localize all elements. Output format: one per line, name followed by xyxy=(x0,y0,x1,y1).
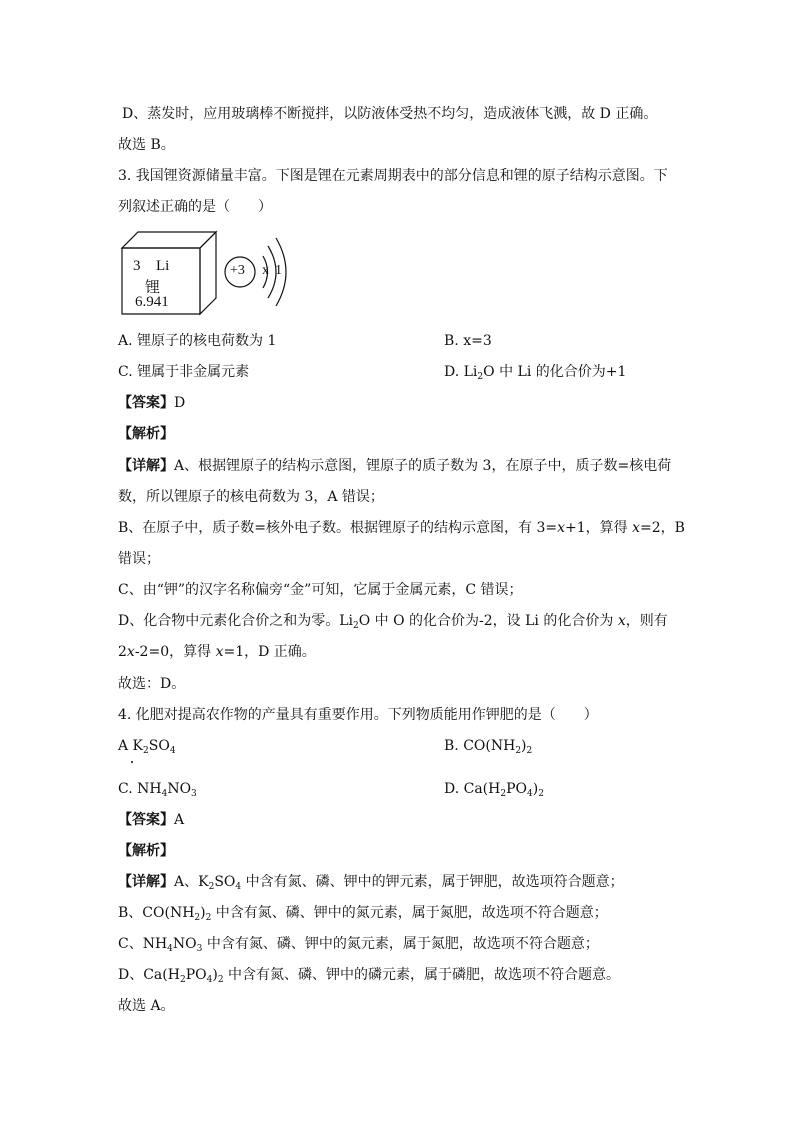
option-a: A. 锂原子的核电荷数为 1 xyxy=(118,333,277,349)
question-3-stem: 3. 我国锂资源储量丰富。下图是锂在元素周期表中的部分信息和锂的原子结构示意图。下 xyxy=(118,168,668,184)
element-atomic-mass: 6.941 xyxy=(135,294,169,310)
element-name: 锂 xyxy=(145,280,161,296)
analysis-label: 【解析】 xyxy=(118,843,174,859)
shell-electrons-1: 1 xyxy=(275,263,282,278)
option-b: B. $CO(NH_2)_2$ xyxy=(444,738,533,756)
option-b: B. x=3 xyxy=(444,333,492,349)
detail-line: 【详解】A、根据锂原子的结构示意图，锂原子的质子数为 3，在原子中，质子数=核电荷 xyxy=(118,458,672,474)
element-symbol: Li xyxy=(156,258,170,274)
detail-line: 错误； xyxy=(118,551,160,567)
answer-line: 【答案】D xyxy=(118,395,186,411)
detail-line: D、$Ca(H_2PO_4)_2$ 中含有氮、磷、钾中的磷元素，属于磷肥，故选项不符合题意。 xyxy=(118,967,620,985)
option-c: C. 锂属于非金属元素 xyxy=(118,364,250,380)
question-3-stem-cont: 列叙述正确的是（ ） xyxy=(118,199,272,215)
detail-line: 数，所以锂原子的核电荷数为 3，A 错误； xyxy=(118,489,384,505)
final-choice: 故选 A。 xyxy=(118,998,175,1014)
detail-line: B、在原子中，质子数=核外电子数。根据锂原子的结构示意图，有 3=x+1，算得 x=2，B xyxy=(118,520,685,536)
option-d: D. $Li_2O$ 中 Li 的化合价为+1 xyxy=(444,364,627,382)
detail-line: D、化合物中元素化合价之和为零。$Li_2O$ 中 O 的化合价为-2，设 Li 的化合价为 x，则有 xyxy=(118,613,668,631)
option-c: C. $NH_4NO_3$ xyxy=(118,781,197,799)
option-a: A $K_2SO_4$ xyxy=(118,738,176,756)
stray-mark xyxy=(131,761,133,763)
detail-line: 【详解】A、$K_2SO_4$ 中含有氮、磷、钾中的钾元素，属于钾肥，故选项符合题意； xyxy=(118,874,624,892)
detail-line: C、由“钾”的汉字名称偏旁“金”可知，它属于金属元素，C 错误； xyxy=(118,582,523,598)
lithium-figure xyxy=(118,228,298,320)
text-line: 故选 B。 xyxy=(118,137,175,153)
nucleus-charge: +3 xyxy=(230,263,245,278)
text-line: D、蒸发时，应用玻璃棒不断搅拌，以防液体受热不均匀，造成液体飞溅，故 D 正确。 xyxy=(122,106,658,122)
detail-line: 2x-2=0，算得 x=1，D 正确。 xyxy=(118,644,316,660)
option-d: D. $Ca(H_2PO_4)_2$ xyxy=(444,781,544,799)
analysis-label: 【解析】 xyxy=(118,426,174,442)
element-atomic-number: 3 xyxy=(133,258,141,274)
final-choice: 故选：D。 xyxy=(118,676,186,692)
detail-line: B、$CO(NH_2)_2$ 中含有氮、磷、钾中的氮元素，属于氮肥，故选项不符合题意； xyxy=(118,905,608,923)
detail-line: C、$NH_4NO_3$ 中含有氮、磷、钾中的氮元素，属于氮肥，故选项不符合题意； xyxy=(118,936,599,954)
shell-electrons-x: x xyxy=(262,263,269,278)
question-4-stem: 4. 化肥对提高农作物的产量具有重要作用。下列物质能用作钾肥的是（ ） xyxy=(118,707,598,723)
answer-line: 【答案】A xyxy=(118,812,185,828)
